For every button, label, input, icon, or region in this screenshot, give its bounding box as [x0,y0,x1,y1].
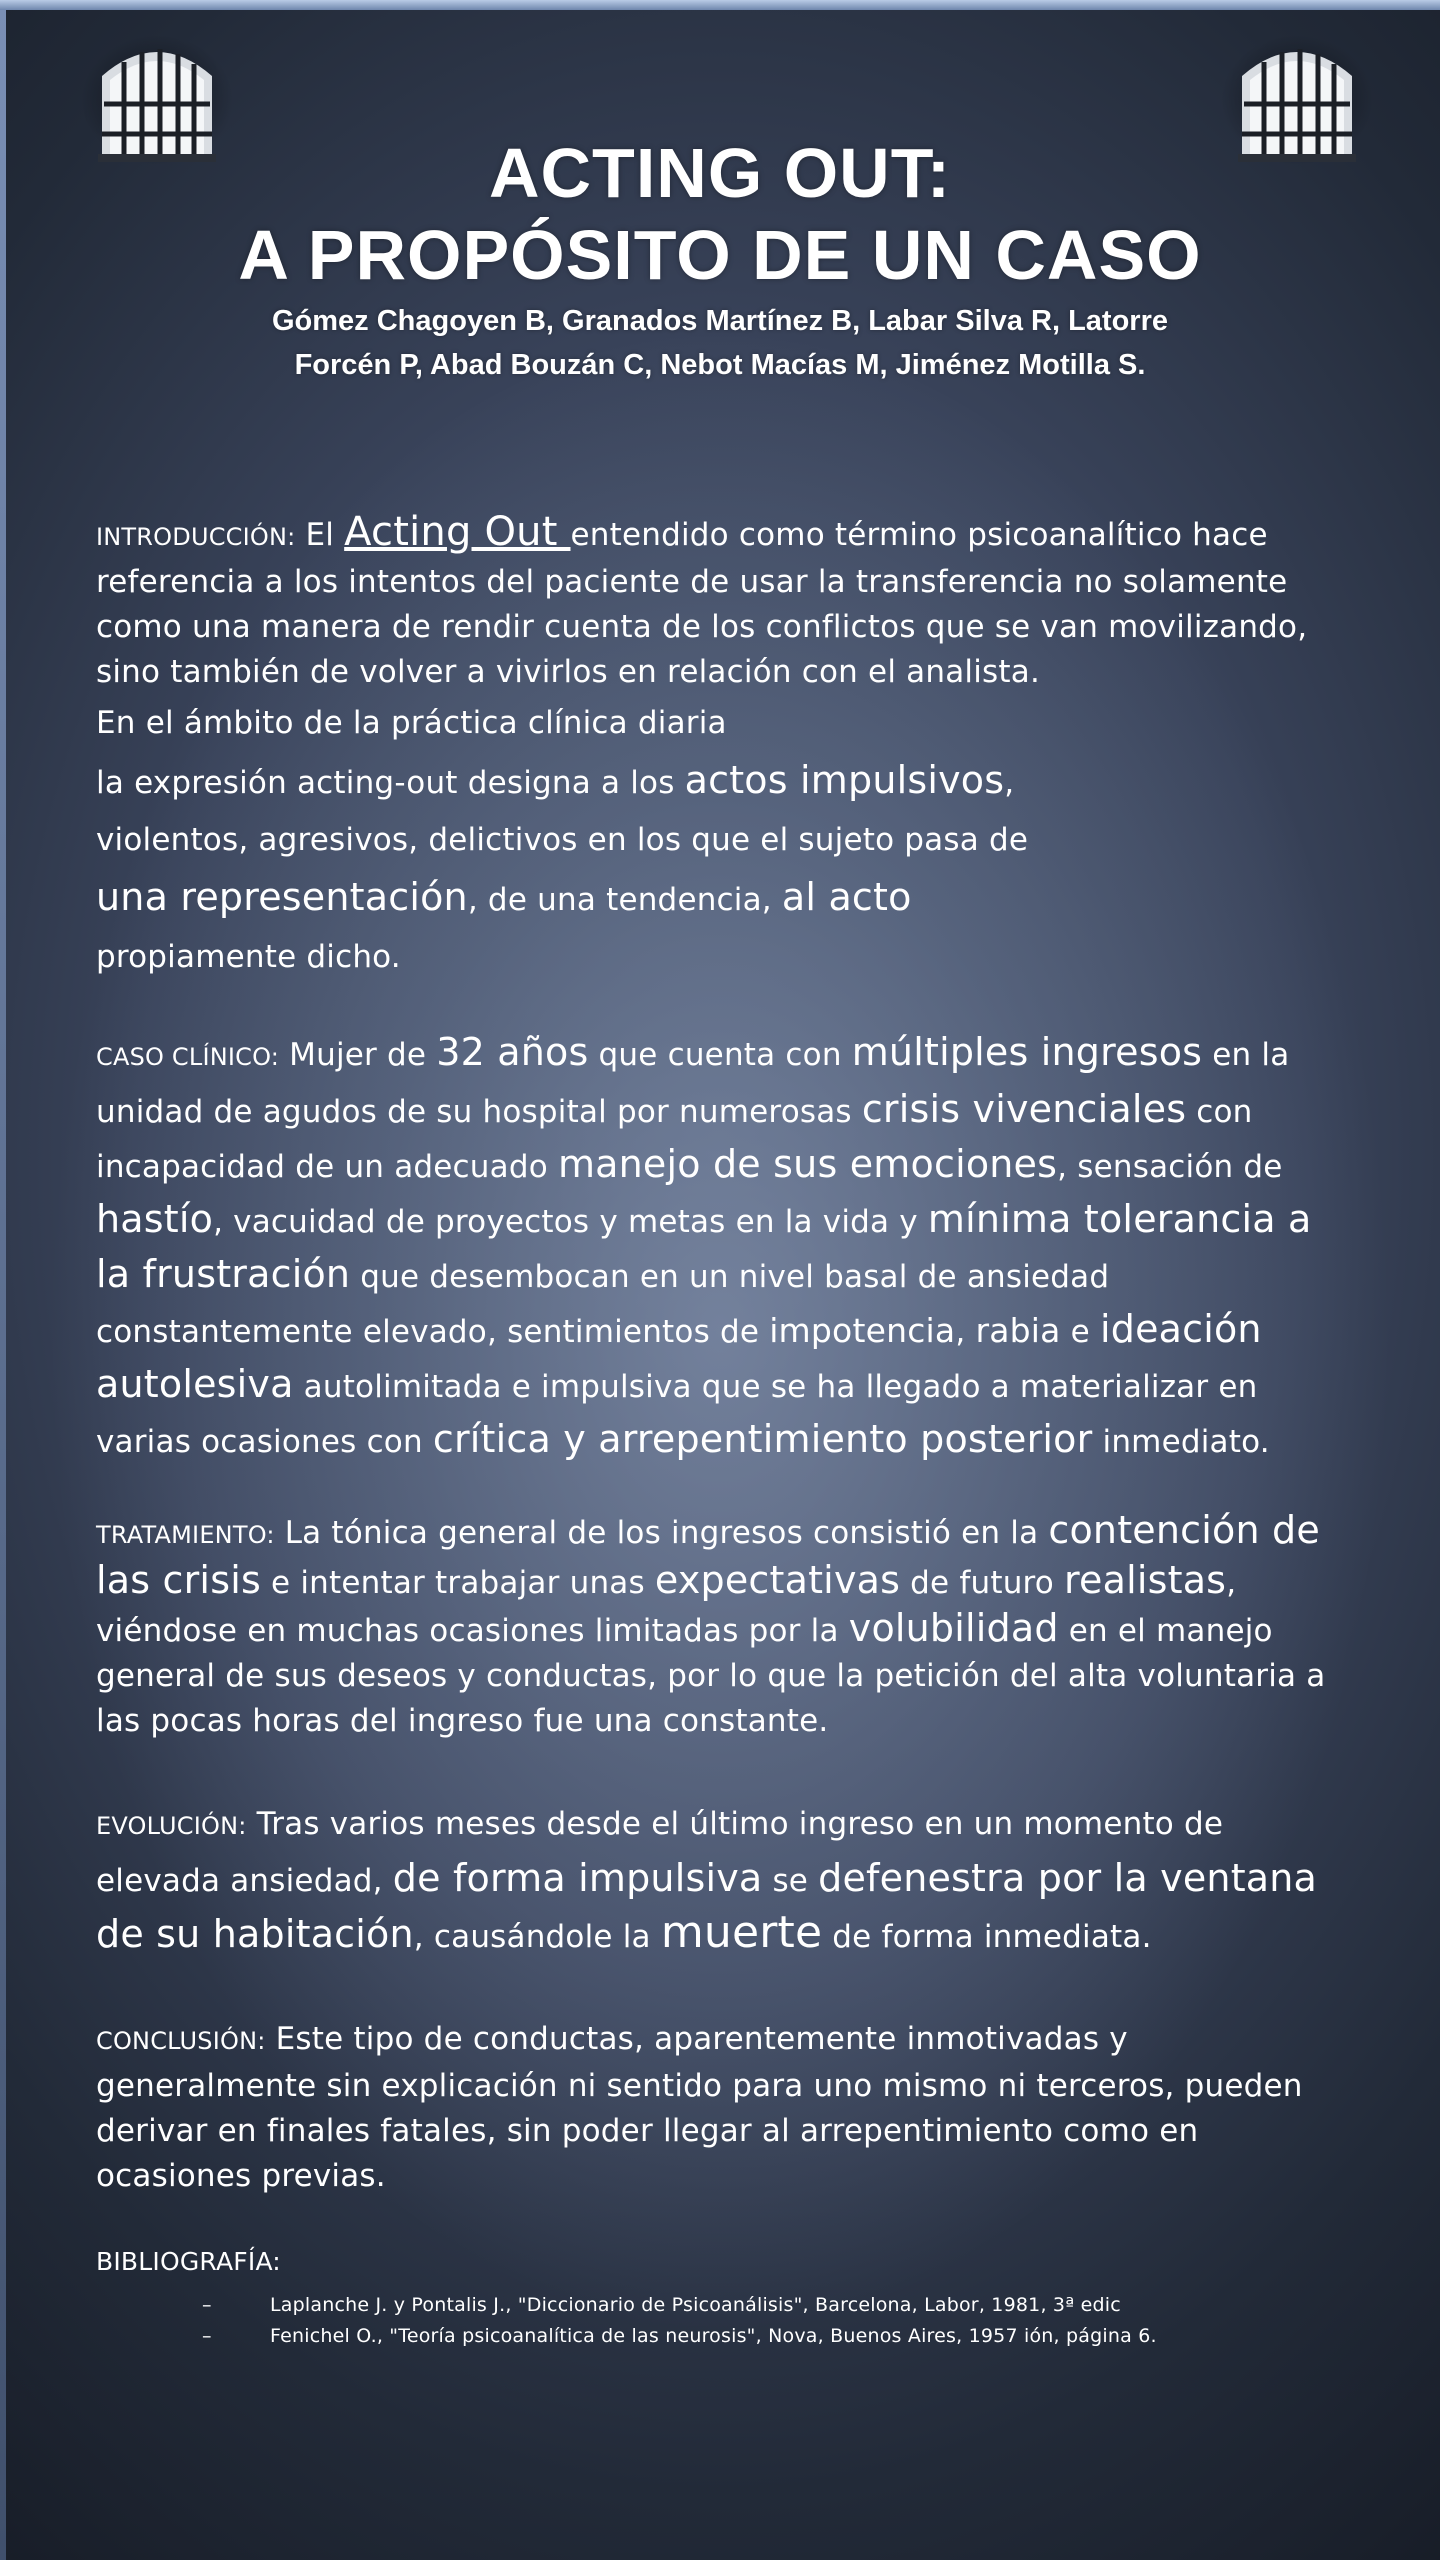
left-edge-strip [0,10,6,2560]
text-run: autolimitada e impulsiva que se ha llegado a materializar en varias ocasiones con [96,1369,1258,1460]
text-run: en el manejo general de sus deseos y conductas, por lo que la petición del alta voluntaria a las pocas horas del ingreso fue una constante. [96,1613,1326,1739]
acting-out-term: Acting Out [344,509,571,555]
spacer [96,986,1346,1026]
text-run: La tónica general de los ingresos consistió en la [274,1515,1049,1551]
text-run: Este tipo de conductas, aparentemente inmotivadas y generalmente sin explicación ni sentido para uno mismo ni terceros, pueden derivar en finales fatales, sin poder llegar al arrepentimiento como en ocasiones previas. [96,2021,1303,2194]
bibliografia-text: Laplanche J. y Pontalis J., "Diccionario de Psicoanálisis", Barcelona, Labor, 1981, 3ª edic [270,2294,1121,2316]
text-run: Tras varios meses desde el último ingreso en un momento de elevada ansiedad, [96,1806,1224,1899]
text-run: , [955,1314,976,1350]
highlight-term: hastío [96,1197,214,1241]
highlight-term: defenestra por la ventana de su habitación [96,1856,1318,1956]
text-line: violentos, agresivos, delictivos en los que el sujeto pasa de [96,822,1029,858]
authors-line-1: Gómez Chagoyen B, Granados Martínez B, Labar Silva R, Latorre [272,305,1168,337]
caso-clinico-label: CASO CLÍNICO: [96,1043,280,1071]
text-run: e intentar trabajar unas [260,1565,655,1601]
evolucion-label: EVOLUCIÓN: [96,1812,247,1840]
text-run: que cuenta con [588,1037,852,1073]
text-line: En el ámbito de la práctica clínica diaria [96,705,727,741]
text-run: , sensación de [1057,1149,1283,1185]
highlight-term: 32 años [436,1030,589,1074]
highlight-term: una representación [96,875,468,919]
text-line [96,752,1346,812]
bibliografia-text: Fenichel O., "Teoría psicoanalítica de las neurosis", Nova, Buenos Aires, 1957 ión, página 6. [270,2325,1157,2347]
highlight-term: expectativas [654,1558,901,1602]
authors-line-2: Forcén P, Abad Bouzán C, Nebot Macías M, Jiménez Motilla S. [294,349,1146,381]
list-dash: – [202,2294,212,2316]
title-line-1: ACTING OUT: [488,134,952,212]
conclusion-paragraph [96,2017,1346,2199]
highlight-term: crisis vivenciales [861,1087,1187,1131]
tratamiento-paragraph [96,1508,1346,1744]
list-dash: – [202,2325,212,2347]
title-block [0,132,1440,384]
text-run: de futuro [900,1565,1065,1601]
text-run: de forma inmediata. [822,1919,1152,1955]
spacer [96,2199,1346,2239]
text-run: entendido como término psicoanalítico hace referencia a los intentos del paciente de usar la transferencia no solamente como una manera de rendir cuenta de los conflictos que se van movilizando, sino también de volver a vivirlos en relación con el analista. [96,517,1308,690]
text-run: , vacuidad de proyectos y metas en la vida y [213,1204,928,1240]
text-run: la expresión acting-out designa a los [96,765,685,801]
text-line: propiamente dicho. [96,939,401,975]
top-bar [0,0,1440,10]
text-run: , [1004,765,1015,801]
text-run: , causándole la [413,1919,661,1955]
text-run: El [295,517,345,553]
poster-content [96,510,1346,2352]
text-run: , viéndose en muchas ocasiones limitadas por la [96,1565,1237,1649]
text-run: en la unidad de agudos de su hospital por numerosas [96,1037,1290,1130]
bibliografia-list [96,2290,1346,2352]
spacer [96,1468,1346,1508]
highlight-term: mínima tolerancia a la frustración [96,1197,1312,1296]
evolucion-paragraph [96,1798,1346,1963]
text-run: e [1060,1314,1100,1350]
text-line [96,869,1346,929]
bibliografia-item [96,2290,1346,2321]
highlight-term: ideación autolesiva [96,1307,1262,1406]
text-run: Mujer de [279,1037,437,1073]
spacer [96,1963,1346,2017]
introduccion-paragraph [96,510,1346,695]
text-run: , de una tendencia, [467,882,782,918]
highlight-term: realistas [1064,1558,1227,1602]
text-run: que desembocan en un nivel basal de ansiedad constantemente elevado, sentimientos de [96,1259,1110,1350]
bibliografia-label: BIBLIOGRAFÍA: [96,2247,281,2276]
tratamiento-label: TRATAMIENTO: [96,1521,275,1549]
highlight-term: crítica y arrepentimiento posterior [432,1417,1093,1461]
highlight-term: actos impulsivos [684,758,1005,802]
conclusion-label: CONCLUSIÓN: [96,2027,266,2055]
highlight-term: al acto [781,875,912,919]
text-run: se [762,1863,819,1899]
bibliografia-item [96,2321,1346,2352]
caso-clinico-paragraph [96,1026,1346,1468]
highlight-term: muerte [660,1907,823,1958]
title-line-2: A PROPÓSITO DE UN CASO [238,216,1202,294]
highlight-term: impotencia [769,1311,956,1350]
spacer [96,1744,1346,1798]
text-run: inmediato. [1092,1424,1270,1460]
highlight-term: contención de las crisis [96,1508,1320,1602]
highlight-term: manejo de sus emociones [557,1142,1058,1186]
highlight-term: de forma impulsiva [392,1856,763,1900]
highlight-term: múltiples ingresos [851,1030,1203,1074]
introduccion-label: INTRODUCCIÓN: [96,523,296,551]
introduccion-practice-block [96,695,1346,986]
highlight-term: volubilidad [848,1606,1059,1650]
text-run: con incapacidad de un adecuado [96,1094,1253,1185]
highlight-term: rabia [975,1311,1061,1350]
